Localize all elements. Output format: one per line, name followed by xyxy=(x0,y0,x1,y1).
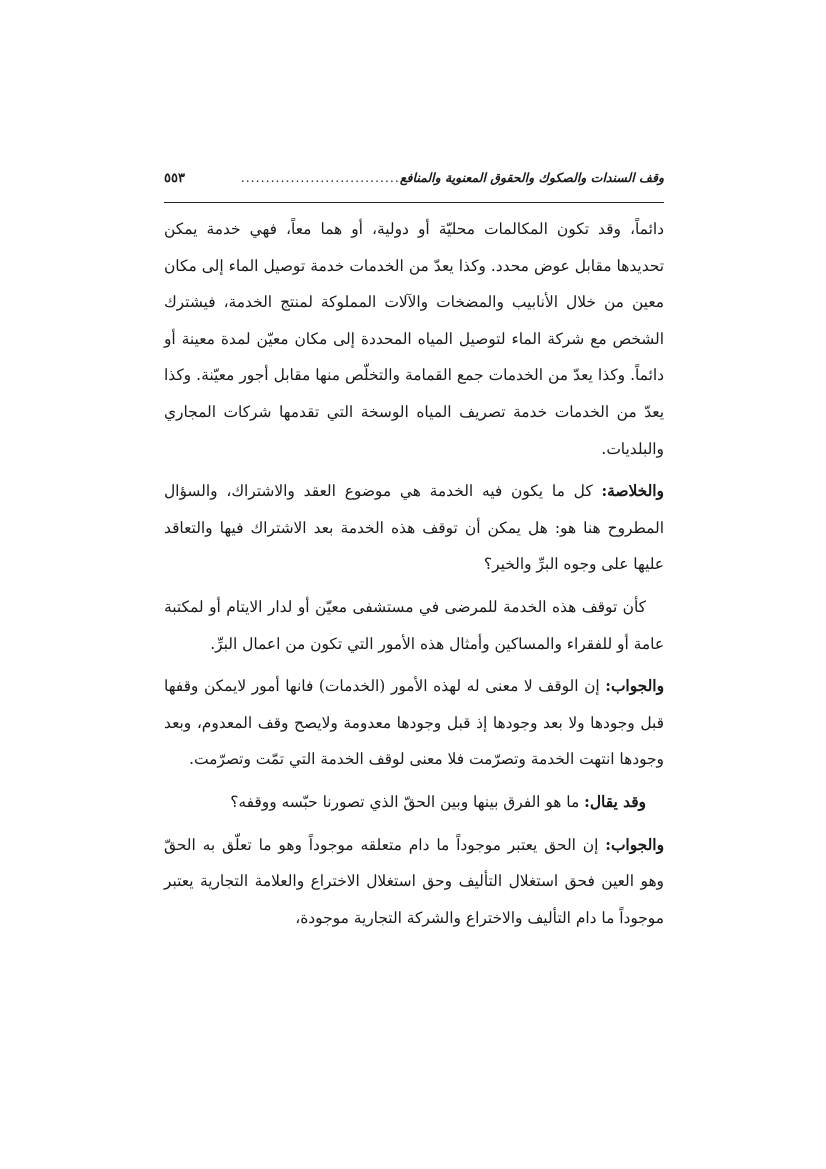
paragraph-1-text: دائماً، وقد تكون المكالمات محليّة أو دولية، أو هما معاً، فهي خدمة يمكن تحديدها مقابل عوض محدد. وكذا يعدّ من الخدمات خدمة توصيل الماء إلى مكان معين من خلال الأنابيب والمضخات والآلات المملوكة لمنتج الخدمة، فيشترك الشخص مع شركة الماء لتوصيل المياه المحددة إلى مكان معيّن لمدة معينة أو دائماً. وكذا يعدّ من الخدمات جمع القمامة والتخلّص منها مقابل أجور معيّنة. وكذا يعدّ من الخدمات خدمة تصريف المياه الوسخة التي تقدمها شركات المجاري والبلديات. xyxy=(164,220,664,458)
paragraph-2-lead: والخلاصة: xyxy=(601,482,664,501)
paragraph-4-lead: والجواب: xyxy=(605,677,664,696)
page-number: ٥٥٣ xyxy=(164,171,185,186)
paragraph-4-text: إن الوقف لا معنى له لهذه الأمور (الخدمات) فانها أمور لايمكن وقفها قبل وجودها ولا بعد وجودها إذ قبل وجودها معدومة ولايصح وقف المعدوم، وبعد وجودها انتهت الخدمة وتصرّمت فلا معنى لوقف الخدمة التي تمّت وتصرّمت. xyxy=(164,677,664,769)
paragraph-2 xyxy=(164,473,664,583)
paragraph-4 xyxy=(164,668,664,778)
header-rule xyxy=(164,202,664,203)
page-header xyxy=(164,170,664,202)
paragraph-3 xyxy=(164,589,664,662)
paragraph-5 xyxy=(164,784,664,821)
paragraph-1 xyxy=(164,211,664,467)
document-page xyxy=(164,170,664,1010)
paragraph-6-lead: والجواب: xyxy=(605,835,664,854)
paragraph-2-text: كل ما يكون فيه الخدمة هي موضوع العقد والاشتراك، والسؤال المطروح هنا هو: هل يمكن أن توقف هذه الخدمة بعد الاشتراك فيها والتعاقد عليها على وجوه البرِّ والخير؟ xyxy=(164,482,664,574)
paragraph-5-text: ما هو الفرق بينها وبين الحقّ الذي تصورنا حبّسه ووقفه؟ xyxy=(230,792,585,811)
header-leader-dots: ................................ xyxy=(240,170,400,185)
paragraph-6-text: إن الحق يعتبر موجوداً ما دام متعلقه موجوداً وهو ما تعلّق به الحقّ وهو العين فحق استغلال التأليف وحق استغلال الاختراع والعلامة التجارية يعتبر موجوداً ما دام التأليف والاختراع والشركة التجارية موجودة، xyxy=(164,835,664,927)
paragraph-5-lead: وقد يقال: xyxy=(584,792,646,811)
paragraph-6 xyxy=(164,827,664,937)
paragraph-3-text: كأن توقف هذه الخدمة للمرضى في مستشفى معيّن أو لدار الايتام أو لمكتبة عامة أو للفقراء والمساكين وأمثال هذه الأمور التي تكون من اعمال البرِّ. xyxy=(164,597,664,653)
running-title: وقف السندات والصكوك والحقوق المعنوية والمنافع xyxy=(399,170,664,185)
